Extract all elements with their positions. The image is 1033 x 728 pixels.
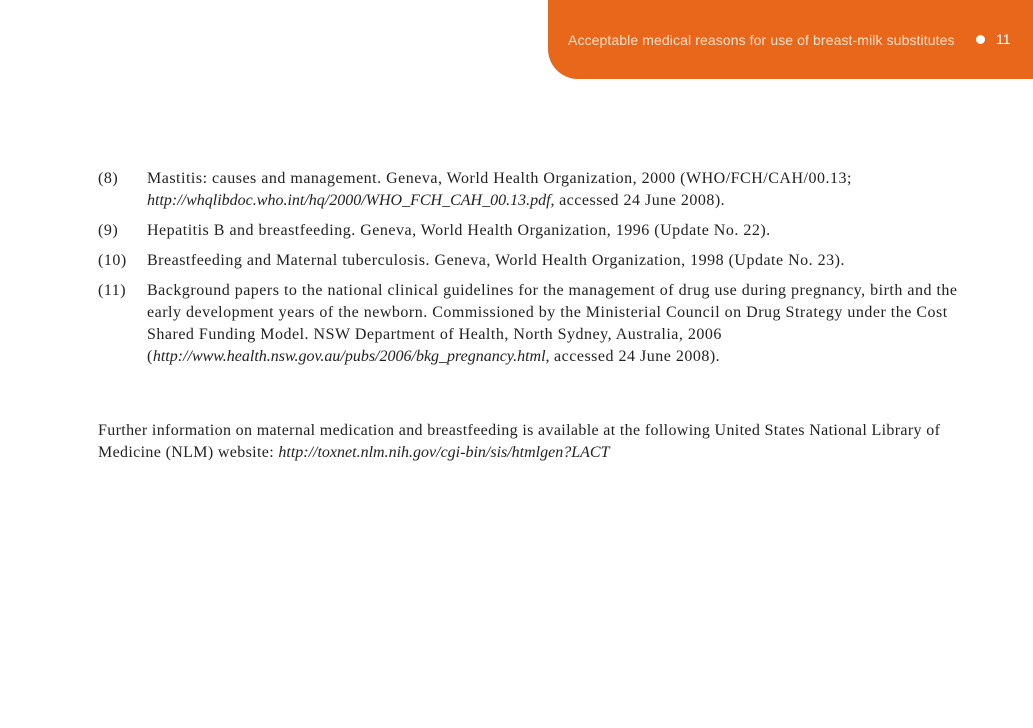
- reference-text: Breastfeeding and Maternal tuberculosis. Geneva, World Health Organization, 1998 (Update No. 23).: [147, 252, 845, 269]
- reference-access-date: accessed 24 June 2008).: [554, 348, 721, 365]
- reference-citation: Background papers to the national clinical guidelines for the management of drug use during pregnancy, birth and the early development years of the newborn. Commissioned by the Ministerial Council on Drug Strategy under the Cost Shared Funding Model. NSW Department of Health, North Sydney, Australia, 2006: [147, 282, 958, 343]
- reference-text: Hepatitis B and breastfeeding. Geneva, World Health Organization, 1996 (Update No. 22).: [147, 222, 771, 239]
- reference-access-date: accessed 24 June 2008).: [559, 192, 726, 209]
- further-information-paragraph: [98, 420, 988, 464]
- bullet-dot-icon: [976, 35, 985, 44]
- reference-number: (8): [98, 170, 119, 187]
- reference-number: (9): [98, 222, 119, 239]
- reference-item-10: [98, 250, 988, 272]
- reference-number: (10): [98, 252, 127, 269]
- reference-text: [147, 168, 988, 212]
- reference-link[interactable]: http://www.health.nsw.gov.au/pubs/2006/bkg_pregnancy.html,: [152, 348, 550, 365]
- reference-number: (11): [98, 282, 127, 299]
- reference-item-9: [98, 220, 988, 242]
- reference-list: [98, 168, 988, 376]
- reference-text: [147, 280, 988, 368]
- reference-open-paren: (: [147, 348, 153, 365]
- page-number: 11: [996, 31, 1011, 47]
- reference-item-8: [98, 168, 988, 212]
- further-information-text: Further information on maternal medication and breastfeeding is available at the following United States National Library of Medicine (NLM) website:: [98, 422, 941, 461]
- reference-item-11: [98, 280, 988, 368]
- reference-citation: Mastitis: causes and management. Geneva, World Health Organization, 2000 (WHO/FCH/CAH/00.13;: [147, 170, 852, 187]
- running-header-title: Acceptable medical reasons for use of breast-milk substitutes: [568, 32, 955, 48]
- reference-link[interactable]: http://whqlibdoc.who.int/hq/2000/WHO_FCH_CAH_00.13.pdf,: [147, 192, 555, 209]
- nlm-website-link[interactable]: http://toxnet.nlm.nih.gov/cgi-bin/sis/htmlgen?LACT: [278, 444, 610, 461]
